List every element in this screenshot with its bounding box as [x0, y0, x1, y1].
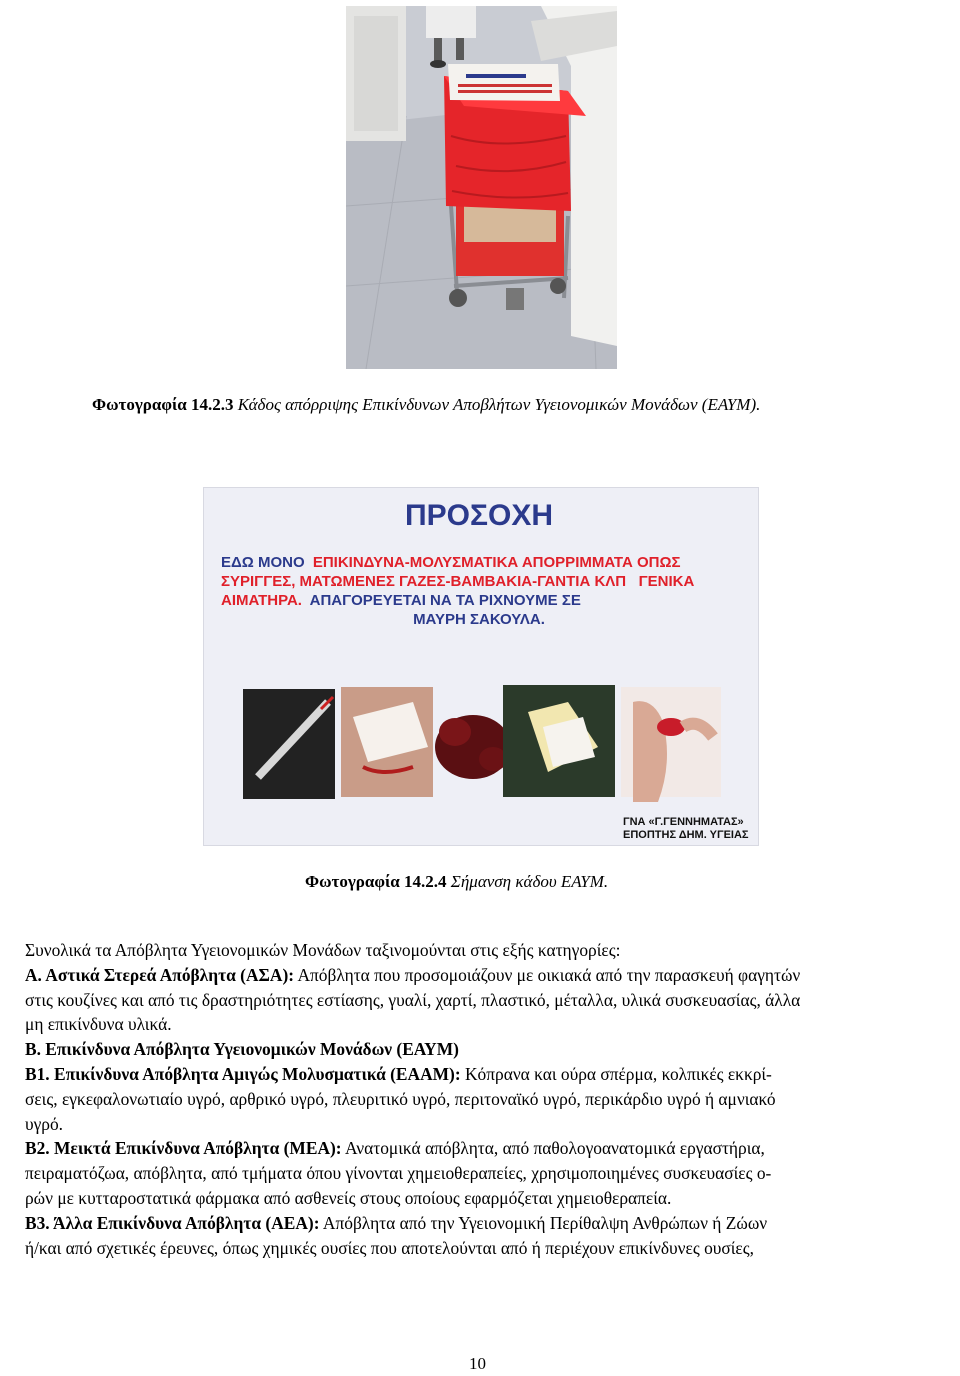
intro-line: Συνολικά τα Απόβλητα Υγειονομικών Μονάδων ταξινομούνται στις εξής κατηγορίες:: [25, 940, 621, 960]
sign-picture-syringe: [243, 689, 335, 799]
section-b2-line-1: [25, 1136, 960, 1161]
figure-caption-1: [92, 395, 760, 415]
photo-warning-sign: [203, 487, 759, 846]
section-b1-line-1: [25, 1062, 960, 1087]
section-a-line-2: στις κουζίνες και από τις δραστηριότητες εστίασης, γυαλί, χαρτί, πλαστικό, μέταλλα, υλικά συσκευασίας, άλλα: [25, 989, 801, 1010]
body-text: [25, 938, 960, 1260]
section-b2-label: Β2. Μεικτά Επικίνδυνα Απόβλητα (ΜΕΑ):: [25, 1138, 342, 1159]
section-b2-line-3: ρών με κυτταροστατικά φάρμακα από ασθενείς στους οποίους εφαρμόζεται χημειοθεραπεία.: [25, 1187, 672, 1208]
sign-line-1a: ΕΔΩ ΜΟΝΟ: [221, 554, 305, 571]
section-b3-line-2: ή/και από σχετικές έρευνες, όπως χημικές ουσίες που αποτελούνται από ή περιέχουν επικίνδυνες ουσίες,: [25, 1237, 754, 1258]
sign-title: ΠΡΟΣΟΧΗ: [404, 499, 554, 532]
section-a-line-1: [25, 963, 960, 988]
section-a-label: Α. Αστικά Στερεά Απόβλητα (ΑΣΑ):: [25, 964, 295, 985]
figure-caption-text-1: Κάδος απόρριψης Επικίνδυνων Αποβλήτων Υγειονομικών Μονάδων (ΕΑΥΜ).: [237, 395, 761, 414]
section-b1-line-3: υγρό.: [25, 1113, 64, 1134]
sign-picture-blood-bags: [435, 715, 511, 779]
warning-sign-image: [203, 487, 759, 846]
section-a-text-1: Απόβλητα που προσομοιάζουν με οικιακά από την παρασκευή φαγητών: [297, 964, 801, 985]
sign-footer-2: ΕΠΟΠΤΗΣ ΔΗΜ. ΥΓΕΙΑΣ: [623, 829, 749, 841]
figure-number-1: Φωτογραφία 14.2.3: [92, 395, 234, 414]
waste-bin-image: [346, 6, 617, 369]
section-b3-text-1: Απόβλητα από την Υγειονομική Περίθαλψη Ανθρώπων ή Ζώων: [322, 1212, 768, 1233]
figure-number-2: Φωτογραφία 14.2.4: [305, 872, 447, 891]
sign-picture-gauze: [341, 687, 433, 797]
section-b1-text-1: Κόπρανα και ούρα σπέρμα, κολπικές εκκρί-: [465, 1063, 772, 1084]
sign-line-4: ΜΑΥΡΗ ΣΑΚΟΥΛΑ.: [413, 611, 545, 628]
sign-line-3b: ΑΠΑΓΟΡΕΥΕΤΑΙ ΝΑ ΤΑ ΡΙΧΝΟΥΜΕ ΣΕ: [309, 592, 581, 609]
section-a-line-3: μη επικίνδυνα υλικά.: [25, 1014, 172, 1035]
photo-waste-bin: [346, 6, 617, 369]
sign-footer-1: ΓΝΑ «Γ.ΓΕΝΝΗΜΑΤΑΣ»: [623, 816, 744, 828]
page-number: 10: [469, 1354, 486, 1373]
section-b3-label: Β3. Άλλα Επικίνδυνα Απόβλητα (ΑΕΑ):: [25, 1212, 320, 1233]
figure-caption-text-2: Σήμανση κάδου ΕΑΥΜ.: [450, 872, 609, 891]
figure-caption-2: [305, 872, 608, 892]
section-b-heading: [25, 1037, 960, 1062]
section-b1-label: Β1. Επικίνδυνα Απόβλητα Αμιγώς Μολυσματικά (ΕΑΑΜ):: [25, 1063, 461, 1084]
sign-line-3a: ΑΙΜΑΤΗΡΑ.: [221, 592, 302, 609]
section-b3-line-1: [25, 1211, 960, 1236]
sign-line-1b: ΕΠΙΚΙΝΔΥΝΑ-ΜΟΛΥΣΜΑΤΙΚΑ ΑΠΟΡΡΙΜΜΑΤΑ ΟΠΩΣ: [312, 554, 681, 571]
section-b2-line-2: πειραματόζωα, απόβλητα, από τμήματα όπου γίνονται χημειοθεραπείες, χρησιμοποιημένες συσκευασίες ο-: [25, 1163, 772, 1184]
sign-picture-mouth: [621, 687, 721, 802]
section-b-label: Β. Επικίνδυνα Απόβλητα Υγειονομικών Μονάδων (ΕΑΥΜ): [25, 1039, 459, 1060]
sign-line-2: ΣΥΡΙΓΓΕΣ, ΜΑΤΩΜΕΝΕΣ ΓΑΖΕΣ-ΒΑΜΒΑΚΙΑ-ΓΑΝΤΙΑ ΚΛΠ ΓΕΝΙΚΑ: [221, 573, 695, 590]
section-b2-text-1: Ανατομικά απόβλητα, από παθολογοανατομικά εργαστήρια,: [344, 1138, 765, 1159]
sign-line-3: [221, 592, 581, 609]
sign-picture-waste: [503, 685, 615, 797]
sign-line-1: [221, 554, 681, 571]
section-b1-line-2: σεις, εγκεφαλονωτιαίο υγρό, αρθρικό υγρό, πλευριτικό υγρό, περιτοναϊκό υγρό, περικάρδιο υγρό ή αμνιακό: [25, 1088, 776, 1109]
